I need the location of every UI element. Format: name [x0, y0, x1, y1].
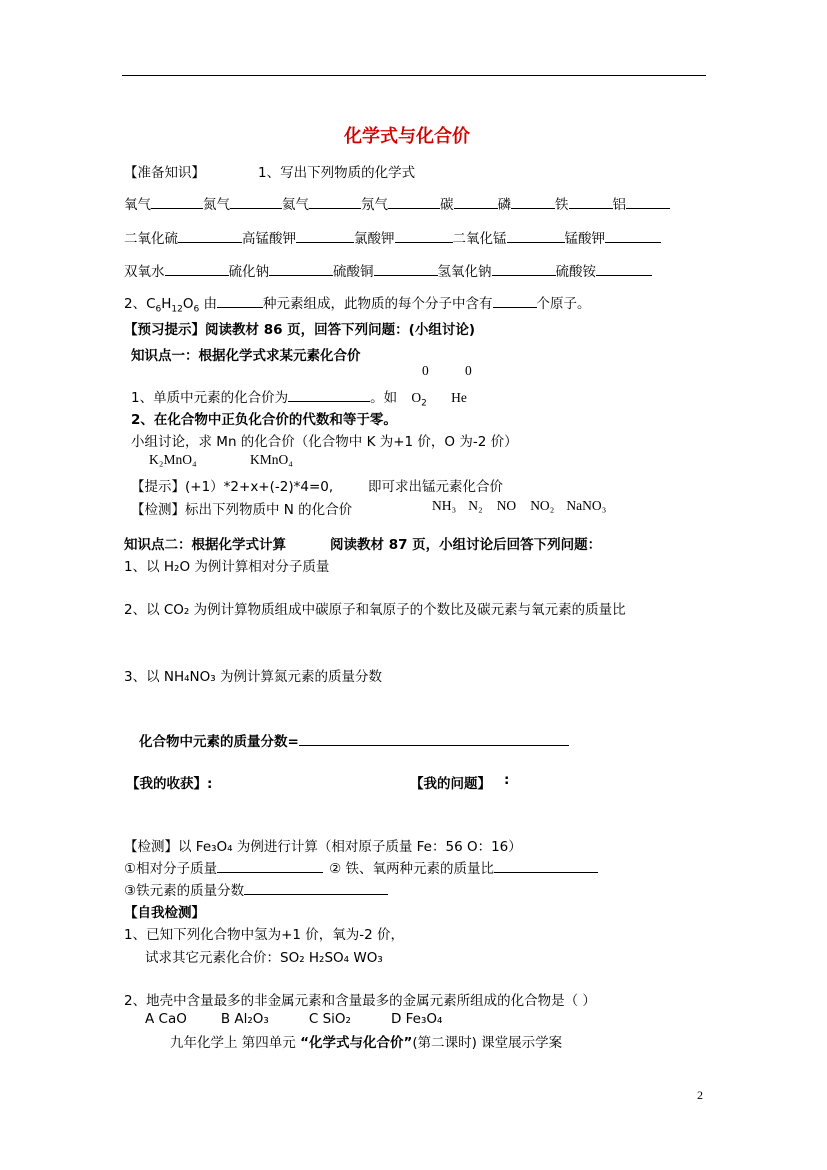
row2-item: 二氧化硫	[124, 231, 178, 247]
kp2-q3: 3、以 NH₄NO₃ 为例计算氮元素的质量分数	[124, 669, 382, 685]
check-label: 【检测】标出下列物质中 N 的化合价	[131, 502, 353, 518]
row1-item: 氖气	[361, 197, 388, 213]
kp2-q1: 1、以 H₂O 为例计算相对分子质量	[124, 559, 330, 575]
row1-item: 氦气	[282, 197, 309, 213]
formula-kmno4: KMnO₄	[250, 452, 293, 467]
question-label: 【我的问题】	[410, 776, 491, 792]
self-q1b: 试求其它元素化合价：SO₂ H₂SO₄ WO₃	[145, 950, 383, 966]
preview-heading: 【预习提示】阅读教材 86 页，回答下列问题：(小组讨论)	[124, 322, 476, 338]
self-q2: 2、地壳中含量最多的非金属元素和含量最多的金属元素所组成的化合物是（ ）	[124, 993, 596, 1009]
row1-item: 氮气	[203, 197, 230, 213]
self-label: 【自我检测】	[124, 905, 205, 921]
check2-ab: ①相对分子质量 ② 铁、氧两种元素的质量比	[124, 857, 598, 877]
harvest-label: 【我的收获】:	[126, 776, 213, 792]
discuss: 小组讨论，求 Mn 的化合价（化合物中 K 为+1 价，O 为-2 价）	[131, 434, 518, 450]
row2-item: 二氧化锰	[452, 231, 507, 247]
row1-item: 磷	[497, 197, 511, 213]
mass-fraction-formula: 化合物中元素的质量分数=	[139, 730, 569, 750]
row1-item: 氧气	[124, 197, 151, 213]
zero-mark: 0	[422, 363, 429, 378]
row2-item: 高锰酸钾	[242, 231, 296, 247]
row3-item: 硫酸铜	[333, 264, 374, 280]
prep-row3	[124, 260, 652, 280]
self-q1: 1、已知下列化合物中氢为+1 价，氧为-2 价，	[124, 927, 405, 943]
prep-row2	[124, 227, 661, 247]
prep-label: 【准备知识】	[124, 165, 205, 181]
item2: 2、在化合物中正负化合价的代数和等于零。	[131, 412, 397, 428]
row2-item: 氯酸钾	[354, 231, 395, 247]
question-colon: :	[504, 772, 510, 788]
prep-row1	[124, 193, 670, 213]
row3-item: 硫化钠	[228, 264, 269, 280]
row1-item: 铝	[612, 197, 626, 213]
row3-item: 双氧水	[124, 264, 165, 280]
item1: 1、单质中元素的化合价为 。如 $O_2$ He	[131, 390, 467, 409]
row3-item: 硫酸铵	[555, 264, 596, 280]
row1-item: 碳	[440, 197, 454, 213]
prep-q2: 2、$C_6H_{12}O_6$ 由 种元素组成，此物质的每个分子中含有 个原子。	[124, 296, 591, 315]
row2-item: 锰酸钾	[564, 231, 605, 247]
footer-line: 九年化学上 第四单元 “化学式与化合价”(第二课时) 课堂展示学案	[170, 1035, 563, 1051]
kp2-q2: 2、以 CO₂ 为例计算物质组成中碳原子和氧原子的个数比及碳元素与氧元素的质量比	[124, 602, 626, 618]
header-rule	[122, 75, 706, 76]
page-title: 化学式与化合价	[344, 126, 470, 147]
kp2-heading2: 阅读教材 87 页，小组讨论后回答下列问题：	[330, 537, 602, 553]
check2-line: 【检测】以 Fe₃O₄ 为例进行计算（相对原子质量 Fe：56 O：16）	[124, 839, 522, 855]
check-items: NH₃ N₂ NO NO₂ NaNO₃	[432, 498, 607, 513]
hint: 【提示】(+1）*2+x+(-2)*4=0,	[131, 479, 334, 495]
formula-k2mno4: K₂MnO₄	[149, 452, 197, 467]
check2-c: ③铁元素的质量分数	[124, 879, 388, 899]
row1-item: 铁	[555, 197, 569, 213]
kp2-heading: 知识点二：根据化学式计算	[124, 537, 286, 553]
row3-item: 氢氧化钠	[437, 264, 492, 280]
hint2: 即可求出锰元素化合价	[368, 479, 503, 495]
zero-mark: 0	[465, 363, 472, 378]
self-options: A CaO B Al₂O₃ C SiO₂ D Fe₃O₄	[145, 1011, 443, 1027]
prep-q1: 1、写出下列物质的化学式	[258, 165, 416, 181]
page-number: 2	[697, 1088, 703, 1102]
kp1-heading: 知识点一：根据化学式求某元素化合价	[131, 348, 361, 364]
